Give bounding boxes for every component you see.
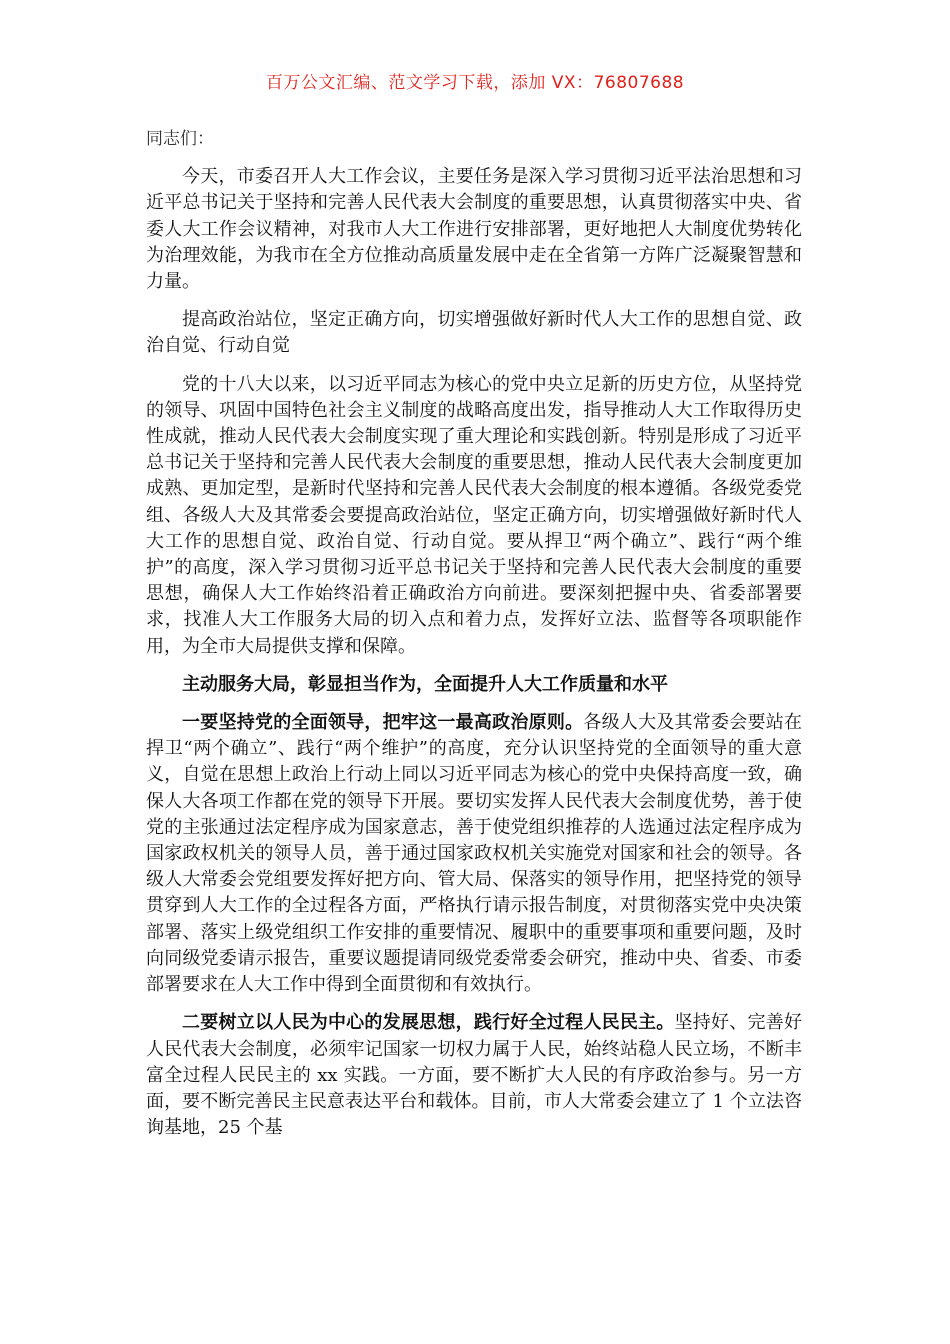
intro-paragraph: 今天，市委召开人大工作会议，主要任务是深入学习贯彻习近平法治思想和习近平总书记关于坚持和完善人民代表大会制度的重要思想，认真贯彻落实中央、省委人大工作会议精神，对我市人大工作进行安排部署，更好地把人大制度优势转化为治理效能，为我市在全方位推动高质量发展中走在全省第一方阵广泛凝聚智慧和力量。 — [146, 166, 802, 293]
point1-paragraph — [146, 710, 802, 998]
point1-body: 各级人大及其常委会要站在捍卫“两个确立”、践行“两个维护”的高度，充分认识坚持党的全面领导的重大意义，自觉在思想上政治上行动上同以习近平同志为核心的党中央保持高度一致，确保人大各项工作都在党的领导下开展。要切实发挥人民代表大会制度优势，善于使党的主张通过法定程序成为国家意志，善于使党组织推荐的人选通过法定程序成为国家政权机关的领导人员，善于通过国家政权机关实施党对国家和社会的领导。各级人大常委会党组要发挥好把方向、管大局、保落实的领导作用，把坚持党的领导贯穿到人大工作的全过程各方面，严格执行请示报告制度，对贯彻落实党中央决策部署、落实上级党组织工作安排的重要情况、履职中的重要事项和重要问题，及时向同级党委请示报告，重要议题提请同级党委常委会研究，推动中央、省委、市委部署要求在人大工作中得到全面贯彻和有效执行。 — [146, 712, 803, 996]
point2-body: 坚持好、完善好人民代表大会制度，必须牢记国家一切权力属于人民，始终站稳人民立场，不断丰富全过程人民民主的 xx 实践。一方面，要不断扩大人民的有序政治参与。另一方面，要不断完善民主民意表达平台和载体。目前，市人大常委会建立了 1 个立法咨询基地，25 个基 — [146, 1012, 803, 1139]
section1-paragraph: 党的十八大以来，以习近平同志为核心的党中央立足新的历史方位，从坚持党的领导、巩固中国特色社会主义制度的战略高度出发，指导推动人大工作取得历史性成就，推动人民代表大会制度实现了重大理论和实践创新。特别是形成了习近平总书记关于坚持和完善人民代表大会制度的重要思想，推动人民代表大会制度更加成熟、更加定型，是新时代坚持和完善人民代表大会制度的根本遵循。各级党委党组、各级人大及其常委会要提高政治站位，坚定正确方向，切实增强做好新时代人大工作的思想自觉、政治自觉、行动自觉。要从捍卫“两个确立”、践行“两个维护”的高度，深入学习贯彻习近平总书记关于坚持和完善人民代表大会制度的重要思想，确保人大工作始终沿着正确政治方向前进。要深刻把握中央、省委部署要求，找准人大工作服务大局的切入点和着力点，发挥好立法、监督等各项职能作用，为全市大局提供支撑和保障。 — [146, 373, 802, 657]
section1-heading: 提高政治站位，坚定正确方向，切实增强做好新时代人大工作的思想自觉、政治自觉、行动自觉 — [146, 309, 802, 357]
point1-lead: 一要坚持党的全面领导，把牢这一最高政治原则。 — [182, 712, 584, 734]
point2-paragraph — [146, 1010, 802, 1141]
document-body — [146, 126, 802, 1153]
point2-lead: 二要树立以人民为中心的发展思想，践行好全过程人民民主。 — [182, 1012, 675, 1034]
header-banner: 百万公文汇编、范文学习下载，添加 VX：76807688 — [265, 73, 685, 93]
section2-heading: 主动服务大局，彰显担当作为，全面提升人大工作质量和水平 — [182, 673, 668, 695]
salutation: 同志们： — [146, 129, 214, 149]
